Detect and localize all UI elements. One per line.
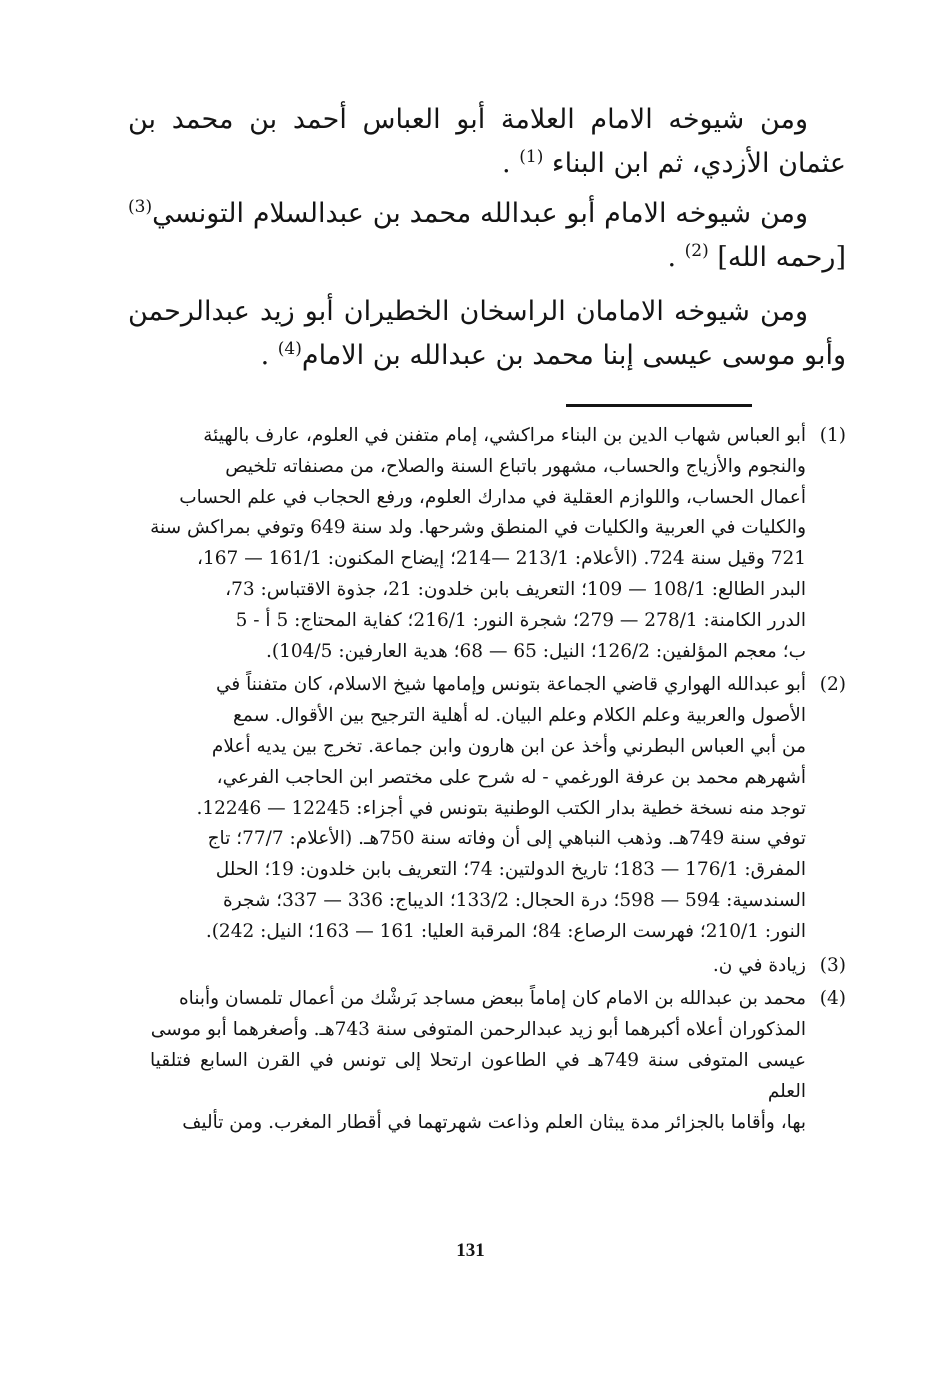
- footnote-line: محمد بن عبدالله بن الامام كان إماماً ببعض مساجد بَرشْك من أعمال تلمسان وأبناه: [178, 988, 806, 1010]
- footnote-line: أعمال الحساب، واللوازم العقلية في مدارك العلوم، ورفع الحجاب في علم الحساب: [179, 486, 806, 508]
- paragraph-3-line-2: عيسى إبنا محمد بن عبدالله بن الامام: [301, 340, 714, 371]
- footnote-line: السندسية: 594 — 598؛ درة الحجال: 133/2؛ الديباج: 336 — 337؛ شجرة: [223, 889, 806, 911]
- footnote-line: المذكوران أعلاه أكبرهما أبو زيد عبدالرحمن المتوفى سنة 743هـ. وأصغرهما أبو موسى: [150, 1019, 806, 1041]
- footnote-line: أبو العباس شهاب الدين بن البناء مراكشي، إمام متفنن في العلوم، عارف بالهيئة: [203, 425, 806, 446]
- footnote-line: 721 وقيل سنة 724. (الأعلام: 213/1 —214؛ إيضاح المكنون: 161/1 — 167،: [197, 548, 806, 570]
- paragraph-3-end: .: [260, 340, 270, 371]
- footnote-line: بها، وأقاما بالجزائر مدة يبثان العلم وذاعت شهرتهما في أقطار المغرب. ومن تأليف: [182, 1111, 806, 1133]
- footnote-body: [150, 670, 806, 947]
- footnote-line: أشهرهم محمد بن عرفة الورغمي - له شرح على مختصر ابن الحاجب الفرعي،: [216, 766, 806, 788]
- footnote-line: توجد منه نسخة خطية بدار الكتب الوطنية بتونس في أجزاء: 12245 — 12246.: [196, 797, 806, 819]
- footnote-ref-2[interactable]: (2): [684, 241, 709, 261]
- footnote-line: النور: 210/1؛ فهرست الرصاع: 84؛ المرقبة العليا: 161 — 163؛ النيل: 242).: [205, 920, 806, 942]
- footnote-1: [150, 421, 846, 667]
- footnote-line: عيسى المتوفى سنة 749هـ في الطاعون ارتحلا إلى تونس في القرن السابع فتلقيا العلم: [150, 1049, 806, 1102]
- footnote-line: والنجوم والأزياج والحساب، مشهور باتباع السنة والصلاح، من مصنفاته تلخيص: [225, 455, 806, 477]
- footnote-line: من أبي العباس البطرني وأخذ عن ابن هارون وابن جماعة. تخرج بين يديه أعلام: [211, 735, 806, 757]
- footnote-number: (1): [819, 425, 846, 446]
- main-paragraph-3: [128, 290, 846, 378]
- footnote-ref-3[interactable]: (3): [128, 197, 153, 217]
- footnote-number: (3): [819, 954, 846, 976]
- footnote-line: توفي سنة 749هـ. وذهب النباهي إلى أن وفاته سنة 750هـ. (الأعلام: 77/7؛ تاج: [207, 828, 806, 850]
- footnote-ref-1[interactable]: (1): [519, 147, 544, 167]
- paragraph-1-line-1: ومن شيوخه الامام العلامة أبو العباس أحمد بن محمد بن عثمان: [128, 104, 846, 179]
- footnote-line: والكليات في العربية والكليات في المنطق وشرحها. ولد سنة 649 وتوفي بمراكش سنة: [150, 517, 806, 539]
- paragraph-2-line-1b: [رحمه: [775, 242, 846, 273]
- footnote-line: أبو عبدالله الهواري قاضي الجماعة بتونس وإمامها شيخ الاسلام، كان متفنناً في: [215, 674, 806, 696]
- footnote-4: [150, 984, 846, 1138]
- footnote-line: ب؛ معجم المؤلفين: 126/2؛ النيل: 65 — 68؛ هدية العارفين: 104/5).: [266, 640, 806, 662]
- paragraph-1-end: .: [502, 148, 511, 179]
- footnote-body: [150, 421, 806, 667]
- footnote-line: البدر الطالع: 108/1 — 109؛ التعريف بابن خلدون: 21، جذوة الاقتباس: 73،: [225, 578, 806, 600]
- paragraph-3-line-1: ومن شيوخه الامامان الراسخان الخطيران أبو زيد عبدالرحمن وأبو موسى: [128, 296, 846, 371]
- page-number: 131: [456, 1240, 485, 1261]
- paragraph-2-line-1: ومن شيوخه الامام أبو عبدالله محمد بن عبدالسلام التونسي: [152, 198, 808, 229]
- footnote-body: [150, 951, 806, 982]
- paragraph-2-line-2: الله]: [717, 242, 768, 273]
- footnote-3: [150, 951, 846, 982]
- paragraph-2-end: .: [667, 242, 677, 273]
- footnotes-section: [150, 418, 846, 1138]
- footnote-ref-4[interactable]: (4): [277, 339, 302, 359]
- footnote-number: (2): [819, 674, 846, 696]
- footnote-line: المفرق: 176/1 — 183؛ تاريخ الدولتين: 74؛ التعريف بابن خلدون: 19؛ الحلل: [215, 859, 806, 881]
- paragraph-1-line-2: الأزدي، ثم ابن البناء: [551, 148, 770, 179]
- main-paragraph-1: [128, 98, 846, 186]
- footnote-body: [150, 984, 806, 1138]
- footnote-2: [150, 670, 846, 947]
- footnote-separator: [566, 404, 752, 407]
- main-paragraph-2: [128, 192, 846, 280]
- footnote-line: زيادة في ن.: [712, 954, 806, 976]
- footnote-line: الدرر الكامنة: 278/1 — 279؛ شجرة النور: 216/1؛ كفاية المحتاج: 5 أ - 5: [235, 609, 806, 631]
- footnote-line: الأصول والعربية وعلم الكلام وعلم البيان. له أهلية الترجيح بين الأقوال. سمع: [233, 705, 806, 727]
- footnote-number: (4): [819, 988, 846, 1010]
